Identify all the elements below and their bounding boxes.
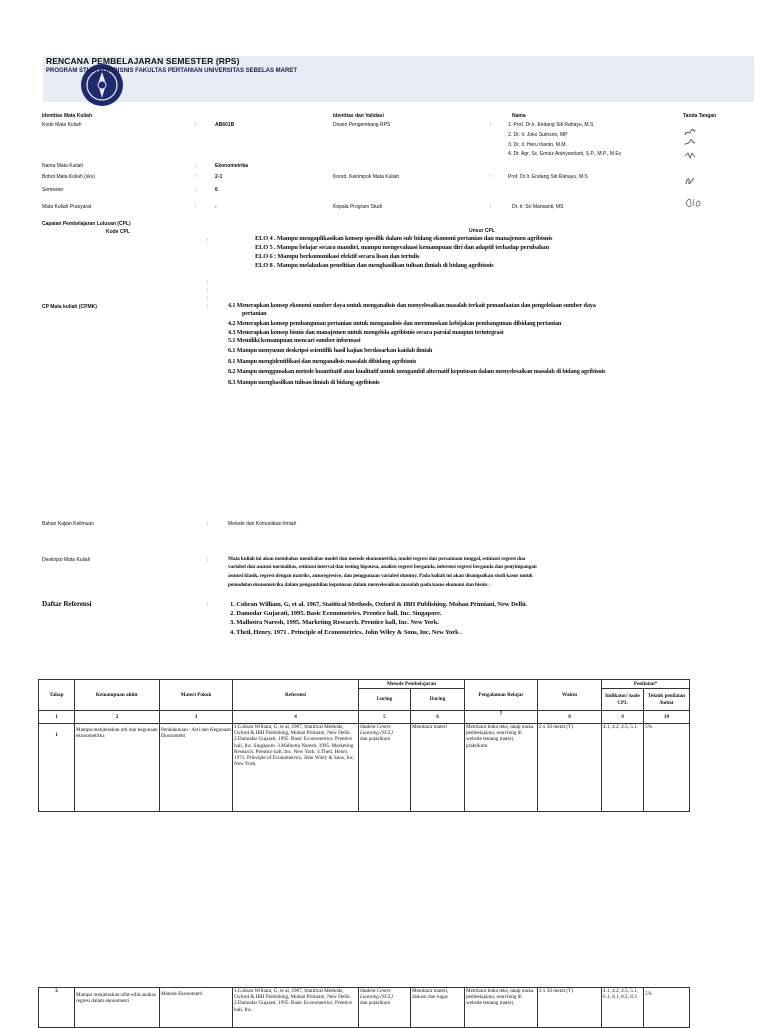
signature-2-icon xyxy=(684,135,696,144)
col-number: 3 xyxy=(160,711,233,724)
th-penilaian: Penilaian* xyxy=(602,680,690,689)
th-luring: Luring xyxy=(359,689,411,711)
kaprodi-label: Kepala Program Studi xyxy=(333,204,382,210)
colon: : xyxy=(207,280,209,286)
referensi-label: Daftar Referensi xyxy=(42,600,92,608)
table-row xyxy=(39,724,690,812)
row-luring xyxy=(359,988,411,1028)
semester-label: Semester xyxy=(42,187,64,193)
col-number: 4 xyxy=(233,711,359,724)
kode-label: Kode Mata Kuliah xyxy=(42,122,82,128)
koord-value: Prof. Dr.Ir. Endang Siti Rahayu, M.S xyxy=(508,174,588,180)
col-number: 5 xyxy=(359,711,411,724)
col-number: 10 xyxy=(644,711,690,724)
cpl-heading: Capaian Pembelajaran Lulusan (CPL) xyxy=(42,221,131,227)
cpmk-item-1-cont: pertanian xyxy=(242,310,267,317)
colon: : xyxy=(195,163,197,169)
th-waktu: Waktu xyxy=(538,680,602,711)
colon: : xyxy=(490,174,492,180)
row-teknik: 5% xyxy=(644,988,690,1028)
bahan-value: Metode dan Komunikasi Ilmiah xyxy=(228,521,297,527)
row-teknik: 5% xyxy=(644,724,690,812)
col-number: 1 xyxy=(39,711,75,724)
koord-label: Koord. Kelompok Mata Kuliah xyxy=(333,174,400,180)
row-waktu: 2 x 50 menit (T) xyxy=(538,988,602,1028)
row-pengalaman: Membaca buku teks, tatap muka pembelajaran, searching di website tentang materi, praktikum xyxy=(465,724,538,812)
row-materi: Pendahuluan : Arti dan Kegunaan Ekonometri xyxy=(160,724,233,812)
col-number: 7 xyxy=(465,711,538,724)
th-tahap: Tahap xyxy=(39,680,75,711)
colon: : xyxy=(207,557,209,563)
dosen-name-4: 4. Dr. Agr. Sc. Emoiz Antriyandarti, S.P., M.P., M.Ec xyxy=(508,151,622,157)
dosen-name-1: 1. Prof. Dr.Ir. Endang Siti Rahayu, M.S xyxy=(508,122,594,128)
col-number: 8 xyxy=(538,711,602,724)
colon: : xyxy=(490,204,492,210)
row-indikator: 4.1, 4.2, 4.3, 5.1. xyxy=(602,724,644,812)
signature-3-icon xyxy=(684,147,696,156)
page-title: RENCANA PEMBELAJARAN SEMESTER (RPS) xyxy=(46,56,240,66)
row-referensi: 1.Cohran William, G, et al, 1967, Statitical Methods, Oxford & IBH Publishing, Mohan Primiani, New Delhi. 2.Damodar Gujarati, 1995. Basic Econometrics. Prentice hall, Inc. xyxy=(233,988,359,1028)
deskripsi-line-3: asumsi klasik, regresi dengan matriks, autoregresive, dan penggunaan variabel dummy. Pada kuliah ini akan disampaikan studi kasus untuk xyxy=(228,573,533,579)
deskripsi-line-1: Mata kuliah ini akan membahas membahas model dan metode ekonometrika, model regresi dan persamaan tunggal, estimasi regresi dua xyxy=(228,556,526,562)
colon: : xyxy=(207,288,209,294)
row-materi: Metode Ekonometri xyxy=(160,988,233,1028)
th-indikator: Indikator/ kode CPL xyxy=(602,689,644,711)
row-luring-scl: Student Centre Learning (SCL) xyxy=(360,988,393,1001)
colon: : xyxy=(195,174,197,180)
signature-5-icon xyxy=(684,196,704,205)
row-daring: Membaca materi, diskusi dan tugas xyxy=(411,988,465,1028)
kaprodi-value: Dr. Ir. Sri Marwanti, MS xyxy=(512,204,564,210)
row-luring-extra: dan praktikum xyxy=(360,1000,391,1007)
referensi-item-4: 4. Theil, Henry. 1971 . Principle of Econometrics, John Wiley & Sons, Inc, New York . xyxy=(230,629,462,636)
cpl-unsur-heading: Unsur CPL xyxy=(469,228,495,234)
row-daring: Membaca materi xyxy=(411,724,465,812)
colon: : xyxy=(195,122,197,128)
semester-value: 6 xyxy=(215,187,218,193)
cpmk-item-8: 8.3 Mampu menghasilkan tulisan ilmiah di bidang agribisnis xyxy=(228,379,380,386)
cpmk-item-2: 4.2 Menerapkan konsep pembangunan pertanian untuk menganalisis dan merumuskan kebijakan pembangunan dibidang pertanian xyxy=(228,320,562,327)
cpl-item-3: ELO 6 : Mampu berkomunikasi efektif secara lisan dan tertulis xyxy=(255,253,420,260)
row-pengalaman: Membaca buku teks, tatap muka pembelajaran, searching di website tentang materi, xyxy=(465,988,538,1028)
row-indikator: 4.1, 4.2, 4.3, 5.1, 6.1, 8.1, 8.2, 8.3 xyxy=(602,988,644,1028)
page-subtitle: PROGRAM STUDI AGRIBISNIS FAKULTAS PERTANIAN UNIVERSITAS SEBELAS MARET xyxy=(46,68,298,74)
row-luring-extra: dan praktikum xyxy=(360,736,391,743)
cpmk-item-3: 4.3 Menerapkan konsep bisnis dan manajemen untuk mengelola agribisnis secara parsial maupun terintegrasi xyxy=(228,329,504,336)
table-row xyxy=(39,988,690,1028)
cpmk-item-5: 6.1 Mampu menyusun deskripsi scientifik hasil kajian berdasarkan kaidah ilmiah xyxy=(228,347,433,354)
col-number: 9 xyxy=(602,711,644,724)
name-heading: Nama xyxy=(512,113,526,119)
col-number: 2 xyxy=(75,711,160,724)
row-tahap: 1 xyxy=(39,724,75,812)
deskripsi-label: Deskripsi Mata Kuliah xyxy=(42,557,91,563)
colon: : xyxy=(195,204,197,210)
cpl-item-2: ELO 5 . Mampu belajar secara mandiri, mampu mengevaluasi kemampuan diri dan adaptif terhadap perubahan xyxy=(255,244,549,251)
cpmk-label: CP Mata kuliah (CPMK) xyxy=(42,304,97,310)
cpmk-item-1: 4.1 Menerapkan konsep ekonomi sumber daya untuk menganalisis dan menyelesaikan masalah terkait pemanfaatan dan pengelolaan sumber daya xyxy=(228,302,596,309)
th-materi: Materi Pokok xyxy=(160,680,233,711)
validation-heading: Identitas dan Validasi xyxy=(333,113,384,119)
colon: : xyxy=(207,521,209,527)
nama-value: Ekonometrika xyxy=(215,163,249,169)
row-tahap: 2 xyxy=(39,988,75,1028)
cpmk-item-6: 8.1 Mampu mengidentifikasi dan menganalisis masalah dibidang agribisnis xyxy=(228,358,417,365)
colon: : xyxy=(490,122,492,128)
row-referensi: 1.Cohran William, G, et al, 1967, Statitical Methods, Oxford & IBH Publishing, Mohan Primiani, New Delhi. 2.Damodar Gujarati, 1995. Basic Econometrics. Prentice hall, Inc. Singapore. 3.Malhotra Naresh, 1995. Marketing Research. Prentice hall, Inc. New York. 4.Theil, Henry. 1971. Principle of Econometrics, John Wiley & Sons, Inc, New York. xyxy=(233,724,359,812)
cpl-code-heading: Kode CPL xyxy=(106,229,130,235)
nama-label: Nama Mata Kuliah xyxy=(42,163,84,169)
row-luring xyxy=(359,724,411,812)
row-kemampuan: Mampu menjelaskan arti dan kegunaan ekonometrika xyxy=(75,724,160,812)
th-teknik: Teknik penilaian /bobot xyxy=(644,689,690,711)
row-kemampuan: Mampu menjelaskan sifat-sifat analisa regresi dalam ekonometri xyxy=(75,988,160,1028)
th-referensi: Referensi xyxy=(233,680,359,711)
referensi-item-1: 1. Cohran William, G, et al. 1967, Statitical Methods, Oxford & IBH Publishing. Mohan Primiani, New Delhi. xyxy=(230,601,528,608)
row-luring-scl: Student Centre Learning (SCL) xyxy=(360,724,393,737)
col-number: 6 xyxy=(411,711,465,724)
signature-1-icon xyxy=(684,124,696,133)
deskripsi-line-4: pemodelan ekonometrika dalam pengambilan keputusan dalam menyelesaikan masalah pada kasus ekonomi dan bisnis . xyxy=(228,582,490,588)
prasyarat-value: - xyxy=(215,204,217,210)
rps-table-continued xyxy=(38,987,690,1028)
dosen-name-2: 2. Dr. Ir. Joko Sutrisno, MP xyxy=(508,132,568,138)
colon: : xyxy=(207,296,209,302)
bahan-label: Bahan Kajian Keilmuan xyxy=(42,521,94,527)
colon: : xyxy=(195,187,197,193)
th-pengalaman: Pengalaman Belajar xyxy=(465,680,538,711)
colon: : xyxy=(207,602,209,608)
referensi-item-3: 3. Malhotra Naresh, 1995. Marketing Research. Prentice hall, Inc. New York. xyxy=(230,619,439,626)
colon: : xyxy=(207,238,209,244)
kode-value: AB601B xyxy=(215,122,235,128)
th-metode: Metode Pembelajaran xyxy=(359,680,465,689)
dosen-label: Dosen Pengembang RPS xyxy=(333,122,391,128)
signature-4-icon xyxy=(684,172,696,181)
prasyarat-label: Mata Kuliah Prasyarat xyxy=(42,204,92,210)
signature-heading: Tanda Tangan xyxy=(683,113,717,119)
deskripsi-line-2: variabel dan asumsi normalitas, estimasi interval dan testing hipotesa, analisis regresi berganda, inferensi regresi berganda dan penyimpangan xyxy=(228,564,537,570)
cpl-item-1: ELO 4 . Mampu mengaplikasikan konsep spesifik dalam sub bidang ekonomi pertanian dan manajemen agribisnis xyxy=(255,235,553,242)
bobot-value: 2-1 xyxy=(215,174,223,180)
th-daring: Daring xyxy=(411,689,465,711)
cpmk-item-4: 5.1 Memiliki kemampuan mencari sumber informasi xyxy=(228,337,361,344)
bobot-label: Bobot Mata Kuliah (sks) xyxy=(42,174,96,180)
colon: : xyxy=(207,304,209,310)
identity-heading: Identitas Mata Kuliah xyxy=(42,113,93,119)
cpl-item-4: ELO 8 . Mampu melakukan penelitian dan menghasilkan tulisan ilmiah di bidang agribisnis xyxy=(255,262,494,269)
row-waktu: 2 x 50 menit (T) xyxy=(538,724,602,812)
th-kemampuan: Kemampuan akhir xyxy=(75,680,160,711)
dosen-name-3: 3. Dr. Ir. Heru Irianto, M.M. xyxy=(508,142,567,148)
referensi-item-2: 2. Damodar Gujarati, 1995. Basic Econometrics. Prentice hall, Inc. Singapore. xyxy=(230,610,442,617)
cpmk-item-7: 8.2 Mampu menggunakan metode kuantitatif atau kualitatif untuk mengambil alternatif keputusan dalam menyelesaikan masalah di bidang agribisnis xyxy=(228,368,606,375)
rps-table xyxy=(38,679,690,812)
